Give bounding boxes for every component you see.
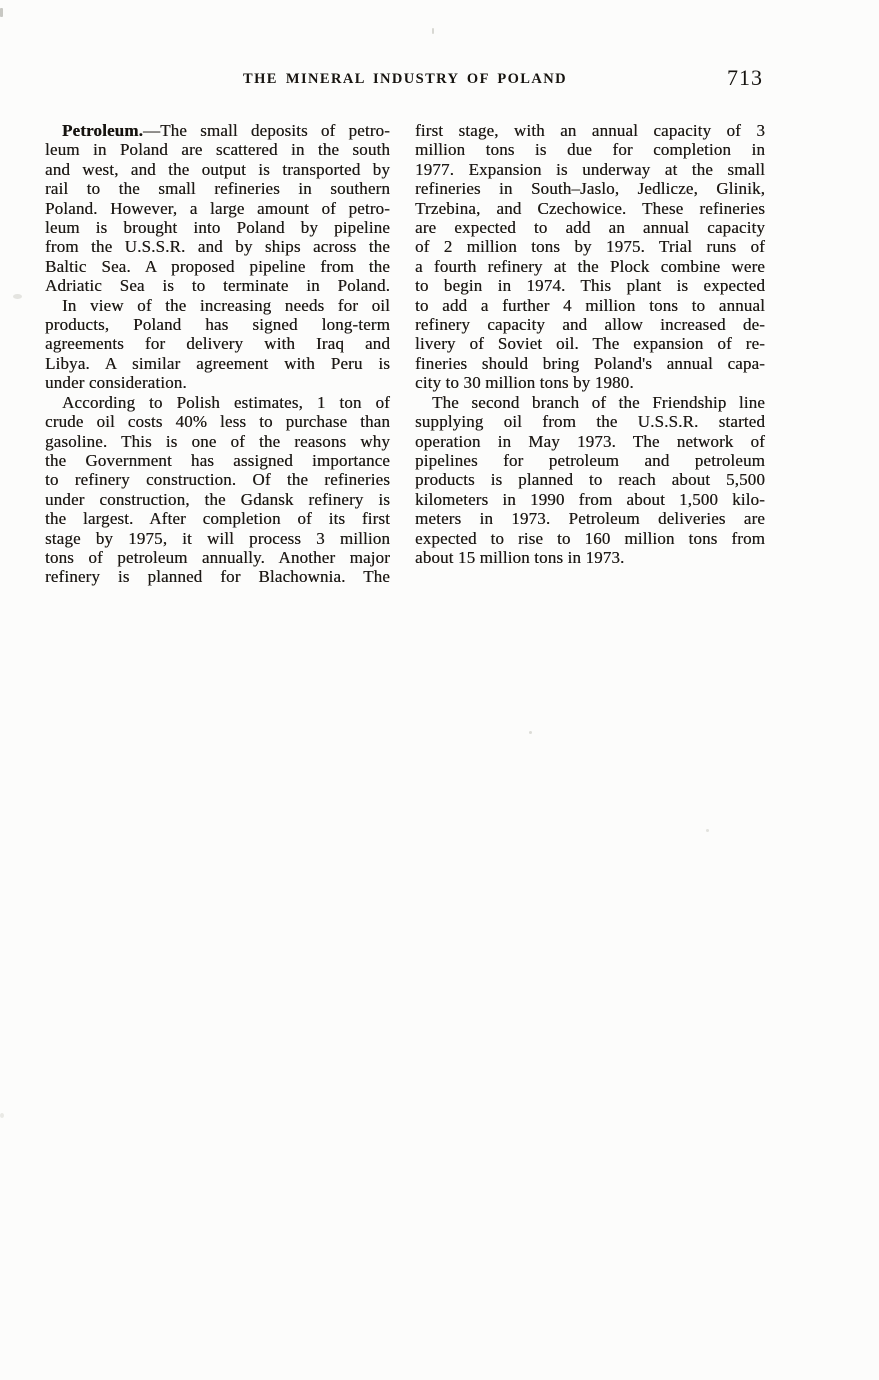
text-line: pipelines for petroleum and petroleum [415,450,765,470]
text-line: products is planned to reach about 5,500 [415,470,765,490]
text-line: Petroleum.—The small deposits of petro- [62,121,390,140]
scan-artifact [432,28,434,34]
text-line: and west, and the output is transported by [45,159,390,179]
text-line: tons of petroleum annually. Another major [45,547,390,567]
scan-artifact [706,829,709,832]
text-line: million tons is due for completion in [415,140,765,160]
text-line: refineries in South–Jaslo, Jedlicze, Glinik, [415,179,765,199]
text-line: crude oil costs 40% less to purchase than [45,412,390,432]
text-line: of 2 million tons by 1975. Trial runs of [415,237,765,257]
text-column-right [415,121,765,587]
text-line: Poland. However, a large amount of petro- [45,198,390,218]
paragraph-lead: Petroleum. [62,121,143,140]
paragraph [45,393,390,587]
text-line: agreements for delivery with Iraq and [45,334,390,354]
text-line: 1977. Expansion is underway at the small [415,159,765,179]
text-line: According to Polish estimates, 1 ton of [62,392,390,412]
text-line: city to 30 million tons by 1980. [415,373,634,393]
text-line: The second branch of the Friendship line [432,392,765,412]
text-line: about 15 million tons in 1973. [415,547,625,567]
text-line: Baltic Sea. A proposed pipeline from the [45,256,390,276]
text-line: the largest. After completion of its first [45,509,390,529]
paragraph [415,121,765,393]
paragraph [45,121,390,296]
text-line: gasoline. This is one of the reasons why [45,431,390,451]
text-line: a fourth refinery at the Plock combine were [415,256,765,276]
paragraph [415,393,765,568]
text-line: to refinery construction. Of the refineries [45,470,390,490]
text-line: Adriatic Sea is to terminate in Poland. [45,276,390,296]
text-line: the Government has assigned importance [45,450,390,470]
text-line: refinery is planned for Blachownia. The [45,567,390,587]
text-line: In view of the increasing needs for oil [62,295,390,315]
scan-artifact [0,8,3,17]
text-line: fineries should bring Poland's annual capa- [415,353,765,373]
text-columns [45,121,765,587]
text-column-left [45,121,390,587]
scan-artifact [13,294,22,299]
running-head [45,65,765,91]
text-line: operation in May 1973. The network of [415,431,765,451]
text-line: Trzebina, and Czechowice. These refineries [415,198,765,218]
paragraph [45,296,390,393]
scan-artifact [529,731,532,734]
text-line: to begin in 1974. This plant is expected [415,276,765,296]
page-title: THE MINERAL INDUSTRY OF POLAND [243,71,567,87]
text-line: refinery capacity and allow increased de- [415,315,765,335]
text-line: under consideration. [45,373,187,393]
scan-artifact [0,1113,4,1118]
text-line: leum is brought into Poland by pipeline [45,218,390,238]
text-line: from the U.S.S.R. and by ships across the [45,237,390,257]
text-line: Libya. A similar agreement with Peru is [45,353,390,373]
text-line: livery of Soviet oil. The expansion of re- [415,334,765,354]
text-line: meters in 1973. Petroleum deliveries are [415,509,765,529]
text-line: supplying oil from the U.S.S.R. started [415,412,765,432]
text-line: products, Poland has signed long-term [45,315,390,335]
text-line: rail to the small refineries in southern [45,179,390,199]
page-number: 713 [727,65,763,90]
text-line: first stage, with an annual capacity of 3 [415,121,765,140]
text-line: kilometers in 1990 from about 1,500 kilo- [415,489,765,509]
text-line: under construction, the Gdansk refinery is [45,489,390,509]
text-line: expected to rise to 160 million tons from [415,528,765,548]
text-line: to add a further 4 million tons to annual [415,295,765,315]
text-line: are expected to add an annual capacity [415,218,765,238]
text-line: stage by 1975, it will process 3 million [45,528,390,548]
text-line: leum in Poland are scattered in the south [45,140,390,160]
